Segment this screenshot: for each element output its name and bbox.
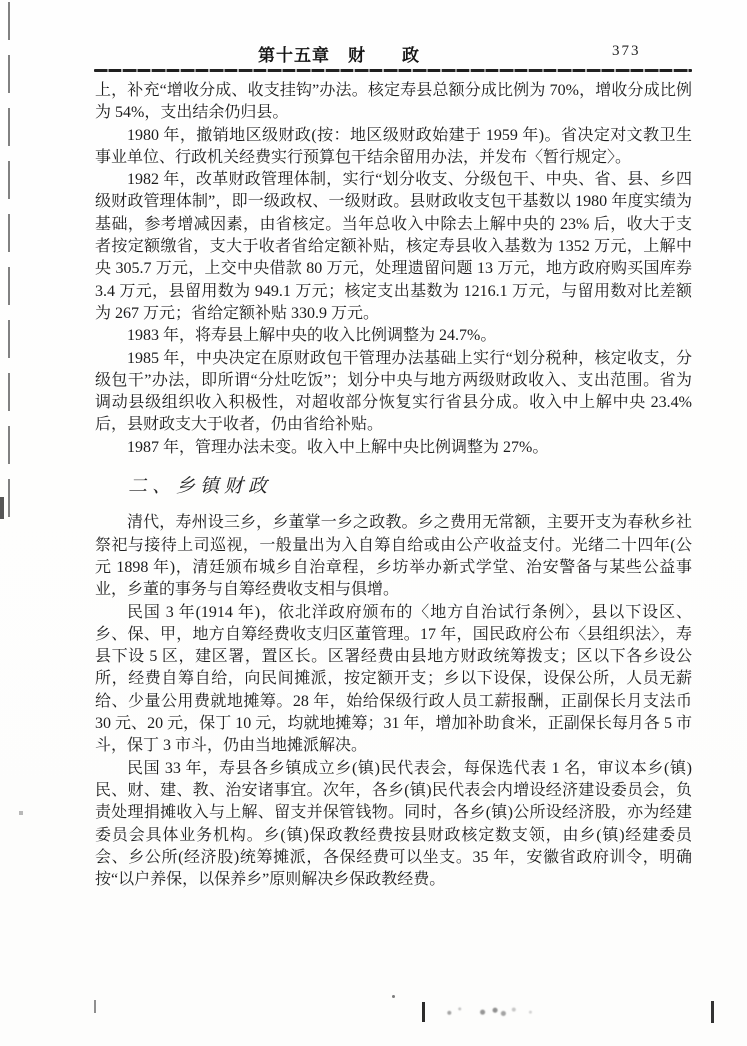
body-paragraph: 1985 年，中央决定在原财政包干管理办法基础上实行“划分税种，核定收支，分级包干”办法，即所谓“分灶吃饭”；划分中央与地方两级财政收入、支出范围。省为调动县级组织收入积极性，对超收部分恢复实行省县分成。收入中上解中央 23.4% 后，县财政支大于收者，仍由省给补贴。 [95,349,692,434]
section-heading: 二、乡镇财政 [128,476,273,498]
page-number: 373 [612,43,641,59]
body-paragraph: 民国 3 年(1914 年)，依北洋政府颁布的〈地方自治试行条例〉，县以下设区、乡、保、甲，地方自筹经费收支归区董管理。17 年，国民政府公布〈县组织法〉，寿县下设 5 区，建区署，置区长。区署经费由县地方财政统筹拨支；区以下各乡设公所，经费自筹自给，向民间摊派，按定额开支；乡以下设保，设保公所，人员无薪给、少量公用费就地摊筹。28 年，始给保级行政人员工薪报酬，正副保长月支法币 30 元、20 元，保丁 10 元，均就地摊筹；31 年，增加补助食米，正副保长每月各 5 市斗，保丁 3 市斗，仍由当地摊派解决。 [95,603,692,755]
body-paragraph: 上，补充“增收分成、收支挂钩”办法。核定寿县总额分成比例为 70%，增收分成比例为 54%，支出结余仍归县。 [95,82,692,122]
scan-artifact-speck [19,811,23,815]
scan-artifact-binding-dashes [8,2,10,520]
scan-artifact-bar [422,1002,425,1022]
body-paragraph: 清代，寿州设三乡，乡董掌一乡之政教。乡之费用无常额，主要开支为春秋乡社祭祀与接待上司巡视，一般量出为入自筹自给或由公产收益支付。光绪二十四年(公元 1898 年)，清廷颁布城乡自治章程，乡坊举办新式学堂、治安警备与某些公益事业，乡董的事务与自筹经费收支相与俱增。 [95,514,692,599]
body-paragraph: 1987 年，管理办法未变。收入中上解中央比例调整为 27%。 [127,438,549,456]
scan-artifact-dot [392,995,395,998]
scan-artifact-dash [94,1000,96,1013]
body-paragraph: 1983 年，将寿县上解中央的收入比例调整为 24.7%。 [127,327,497,345]
header-rule [94,69,692,72]
chapter-title: 第十五章 财 政 [258,46,420,65]
page-body [95,80,692,891]
body-paragraph: 民国 33 年，寿县各乡镇成立乡(镇)民代表会，每保选代表 1 名，审议本乡(镇)民、财、建、教、治安诸事宜。次年，各乡(镇)民代表会内增设经济建设委员会，负责处理捐摊收入与上解、留支并保管钱物。同时，各乡(镇)公所设经济股，亦为经建委员会具体业务机构。乡(镇)保政教经费按县财政核定数支领，由乡(镇)经建委员会、乡公所(经济股)统筹摊派，各保经费可以坐支。35 年，安徽省政府训令，明确按“以户养保，以保养乡”原则解决乡保政教经费。 [95,759,692,889]
scan-artifact-bar [711,1001,714,1023]
scan-artifact-smudge [441,1005,545,1018]
body-paragraph: 1982 年，改革财政管理体制，实行“划分收支、分级包干、中央、省、县、乡四级财政管理体制”，即一级政权、一级财政。县财政收支包干基数以 1980 年度实绩为基础，参考增减因素，由省核定。当年总收入中除去上解中央的 23% 后，收大于支者按定额缴省，支大于收者省给定额补贴，核定寿县收入基数为 1352 万元，上解中央 305.7 万元，上交中央借款 80 万元，处理遗留问题 13 万元，地方政府购买国库券 3.4 万元，县留用数为 949.1 万元；核定支出基数为 1216.1 万元，与留用数对比差额为 267 万元；省给定额补贴 330.9 万元。 [95,171,692,322]
scan-artifact-binding-mark [0,497,4,519]
body-paragraph: 1980 年，撤销地区级财政(按：地区级财政始建于 1959 年)。省决定对文教卫生事业单位、行政机关经费实行预算包干结余留用办法，并发布〈暂行规定〉。 [95,126,692,166]
